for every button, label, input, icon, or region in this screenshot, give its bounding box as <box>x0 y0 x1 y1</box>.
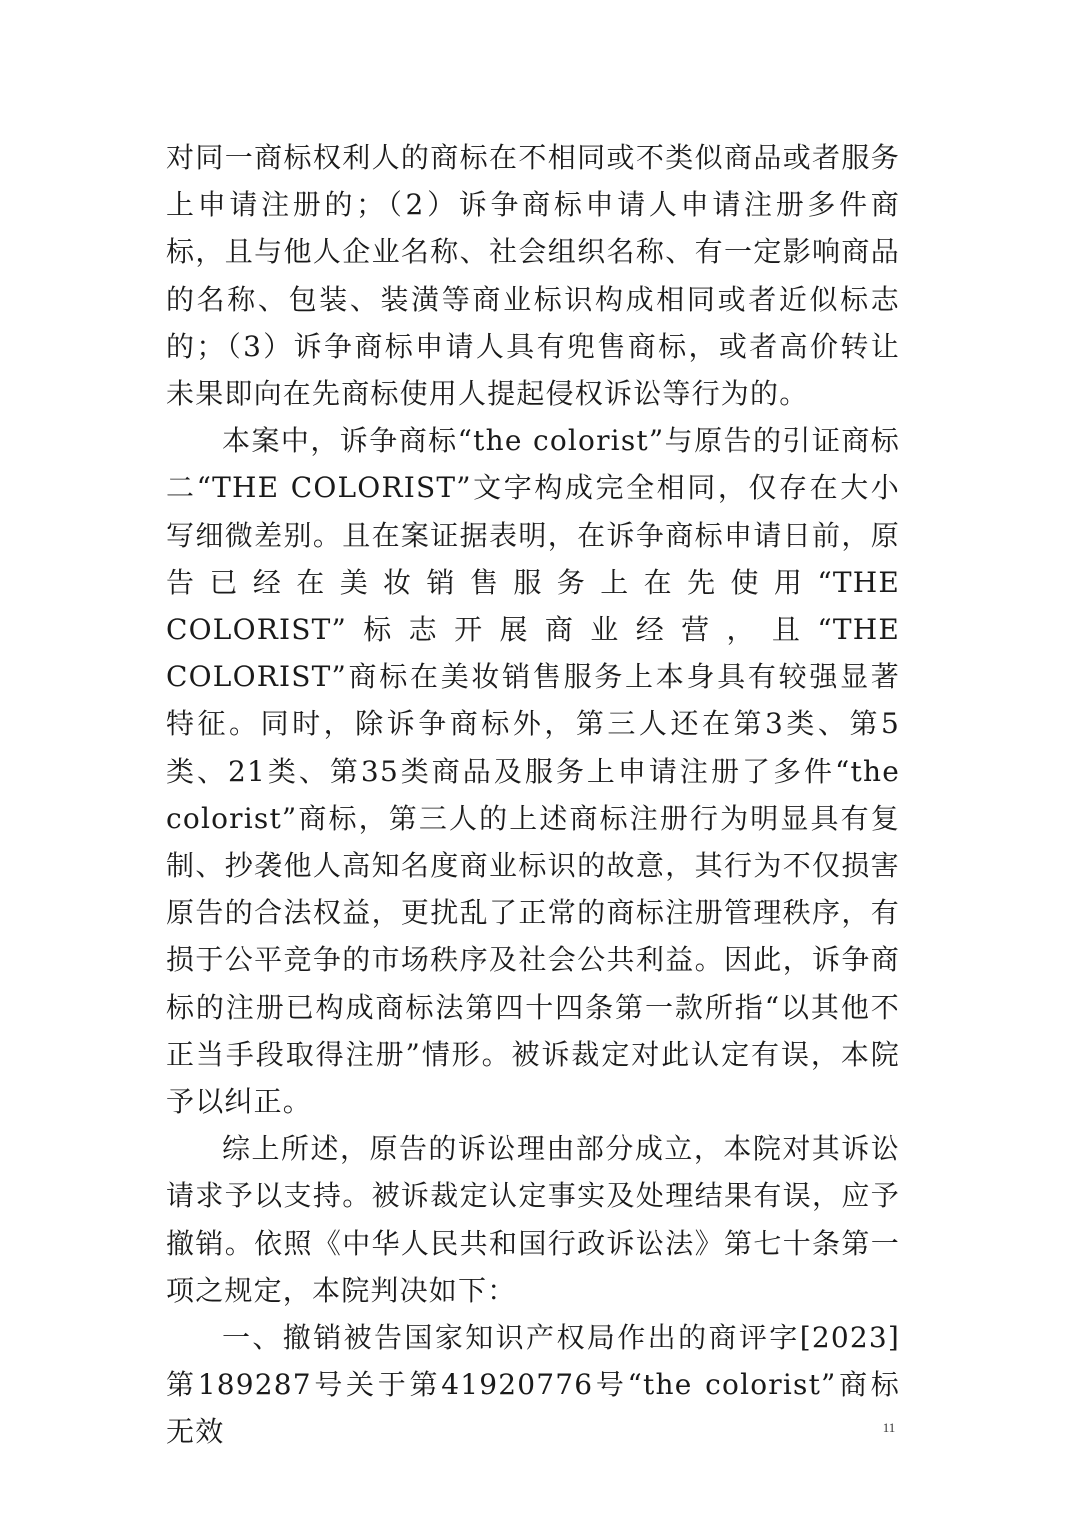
paragraph-judgment-item-1: 一、撤销被告国家知识产权局作出的商评字[2023]第189287号关于第41920776号“the colorist”商标无效 <box>166 1321 900 1449</box>
page-number: 11 <box>882 1420 896 1435</box>
paragraph-continued: 对同一商标权利人的商标在不相同或不类似商品或者服务上申请注册的；（2）诉争商标申请人申请注册多件商标，且与他人企业名称、社会组织名称、有一定影响商品的名称、包装、装潢等商业标识构成相同或者近似标志的；（3）诉争商标申请人具有兜售商标，或者高价转让未果即向在先商标使用人提起侵权诉讼等行为的。 <box>166 141 900 411</box>
paragraph-conclusion: 综上所述，原告的诉讼理由部分成立，本院对其诉讼请求予以支持。被诉裁定认定事实及处理结果有误，应予撤销。依照《中华人民共和国行政诉讼法》第七十条第一项之规定，本院判决如下： <box>166 1132 900 1307</box>
paragraph-case-analysis: 本案中，诉争商标“the colorist”与原告的引证商标二“THE COLORIST”文字构成完全相同，仅存在大小写细微差别。且在案证据表明，在诉争商标申请日前，原告已经在美妆销售服务上在先使用“THE COLORIST”标志开展商业经营，且“THE COLORIST”商标在美妆销售服务上本身具有较强显著特征。同时，除诉争商标外，第三人还在第3类、第5类、21类、第35类商品及服务上申请注册了多件“the colorist”商标，第三人的上述商标注册行为明显具有复制、抄袭他人高知名度商业标识的故意，其行为不仅损害原告的合法权益，更扰乱了正常的商标注册管理秩序，有损于公平竞争的市场秩序及社会公共利益。因此，诉争商标的注册已构成商标法第四十四条第一款所指“以其他不正当手段取得注册”情形。被诉裁定对此认定有误，本院予以纠正。 <box>166 424 900 1119</box>
document-body <box>166 134 900 1456</box>
